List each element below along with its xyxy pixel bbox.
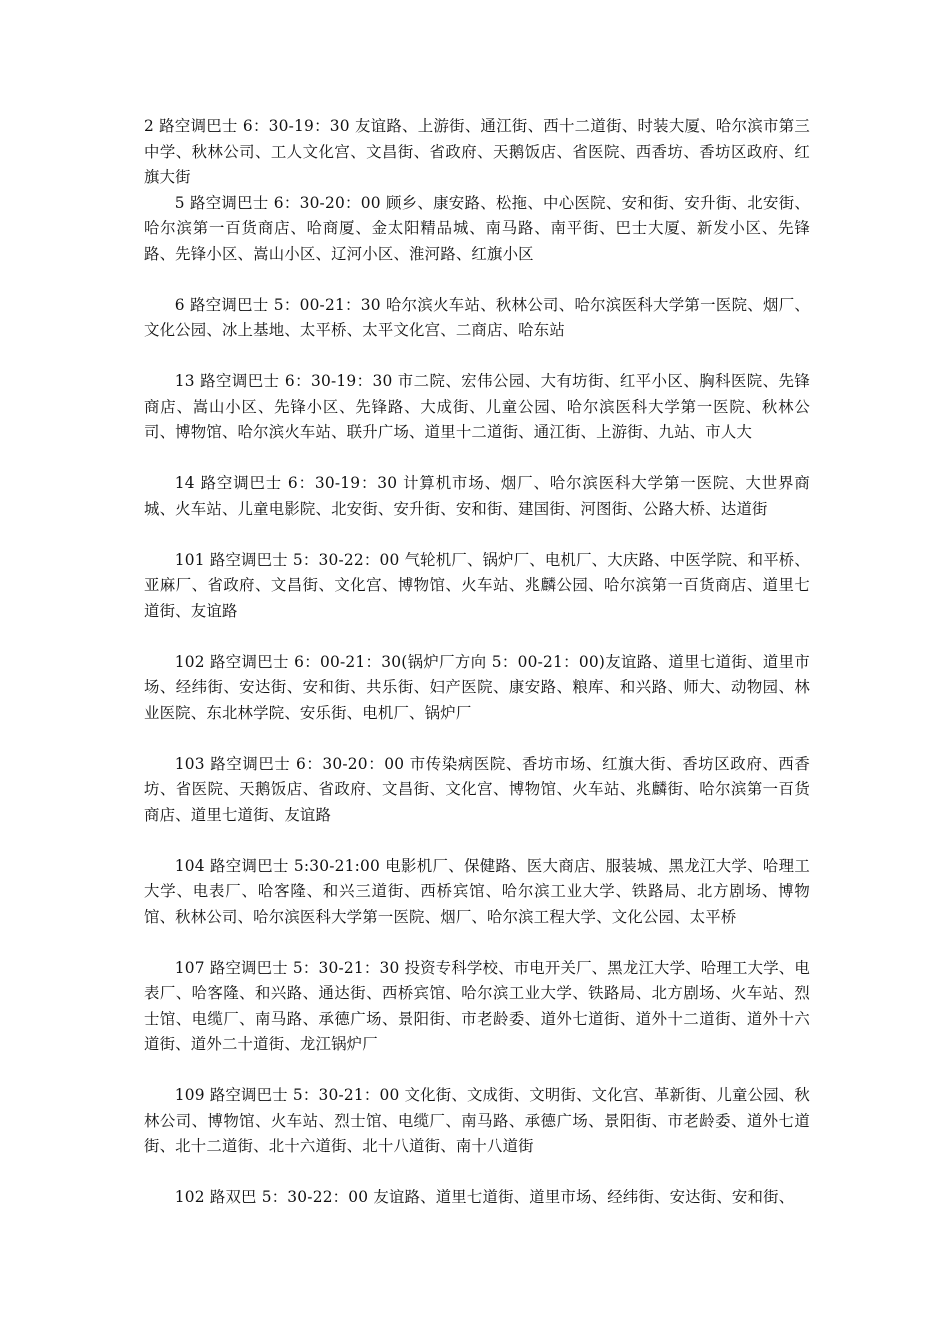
route-paragraph-107: 107 路空调巴士 5：30-21：30 投资专科学校、市电开关厂、黑龙江大学、哈理工大学、电表厂、哈客隆、和兴路、通达街、西桥宾馆、哈尔滨工业大学、铁路局、北方剧场、火车站、烈士馆、电缆厂、南马路、承德广场、景阳街、市老龄委、道外七道街、道外十二道街、道外十六道街、道外二十道街、龙江锅炉厂 bbox=[144, 958, 810, 1053]
blank-line bbox=[144, 930, 810, 956]
blank-line bbox=[144, 1058, 810, 1084]
blank-line bbox=[144, 267, 810, 293]
blank-line bbox=[144, 624, 810, 650]
route-paragraph-104: 104 路空调巴士 5:30-21:00 电影机厂、保健路、医大商店、服装城、黑龙江大学、哈理工大学、电表厂、哈客隆、和兴三道街、西桥宾馆、哈尔滨工业大学、铁路局、北方剧场、博物馆、秋林公司、哈尔滨医科大学第一医院、烟厂、哈尔滨工程大学、文化公园、太平桥 bbox=[144, 856, 810, 926]
document-body bbox=[144, 114, 810, 1211]
blank-line bbox=[144, 828, 810, 854]
blank-line bbox=[144, 1160, 810, 1186]
blank-line bbox=[144, 344, 810, 370]
route-paragraph-102-double: 102 路双巴 5：30-22：00 友谊路、道里七道街、道里市场、经纬街、安达街、安和街、 bbox=[174, 1188, 795, 1206]
blank-line bbox=[144, 522, 810, 548]
route-paragraph-103: 103 路空调巴士 6：30-20：00 市传染病医院、香坊市场、红旗大街、香坊区政府、西香坊、省医院、天鹅饭店、省政府、文昌街、文化宫、博物馆、火车站、兆麟街、哈尔滨第一百货商店、道里七道街、友谊路 bbox=[144, 754, 810, 824]
route-paragraph-102: 102 路空调巴士 6：00-21：30(锅炉厂方向 5：00-21：00)友谊路、道里七道街、道里市场、经纬街、安达街、安和街、共乐街、妇产医院、康安路、粮库、和兴路、师大、动物园、林业医院、东北林学院、安乐街、电机厂、锅炉厂 bbox=[144, 652, 810, 722]
route-paragraph-109: 109 路空调巴士 5：30-21：00 文化街、文成街、文明街、文化宫、革新街、儿童公园、秋林公司、博物馆、火车站、烈士馆、电缆厂、南马路、承德广场、景阳街、市老龄委、道外七道街、北十二道街、北十六道街、北十八道街、南十八道街 bbox=[144, 1086, 810, 1155]
route-paragraph-6: 6 路空调巴士 5：00-21：30 哈尔滨火车站、秋林公司、哈尔滨医科大学第一医院、烟厂、文化公园、冰上基地、太平桥、太平文化宫、二商店、哈东站 bbox=[144, 295, 810, 339]
blank-line bbox=[144, 726, 810, 752]
route-paragraph-2: 2 路空调巴士 6：30-19：30 友谊路、上游街、通江街、西十二道街、时装大厦、哈尔滨市第三中学、秋林公司、工人文化宫、文昌街、省政府、天鹅饭店、省医院、西香坊、香坊区政府、红旗大街 bbox=[144, 117, 810, 186]
route-paragraph-14: 14 路空调巴士 6：30-19：30 计算机市场、烟厂、哈尔滨医科大学第一医院、大世界商城、火车站、儿童电影院、北安街、安升街、安和街、建国街、河图街、公路大桥、达道街 bbox=[144, 474, 810, 518]
route-paragraph-13: 13 路空调巴士 6：30-19：30 市二院、宏伟公园、大有坊街、红平小区、胸科医院、先锋商店、嵩山小区、先锋小区、先锋路、大成街、儿童公园、哈尔滨医科大学第一医院、秋林公司、博物馆、哈尔滨火车站、联升广场、道里十二道街、通江街、上游街、九站、市人大 bbox=[144, 372, 810, 441]
route-paragraph-5: 5 路空调巴士 6：30-20：00 顾乡、康安路、松拖、中心医院、安和街、安升街、北安街、哈尔滨第一百货商店、哈商厦、金太阳精品城、南马路、南平街、巴士大厦、新发小区、先锋路、先锋小区、嵩山小区、辽河小区、淮河路、红旗小区 bbox=[144, 193, 810, 263]
route-paragraph-101: 101 路空调巴士 5：30-22：00 气轮机厂、锅炉厂、电机厂、大庆路、中医学院、和平桥、亚麻厂、省政府、文昌街、文化宫、博物馆、火车站、兆麟公园、哈尔滨第一百货商店、道里七道街、友谊路 bbox=[144, 550, 810, 620]
blank-line bbox=[144, 446, 810, 472]
